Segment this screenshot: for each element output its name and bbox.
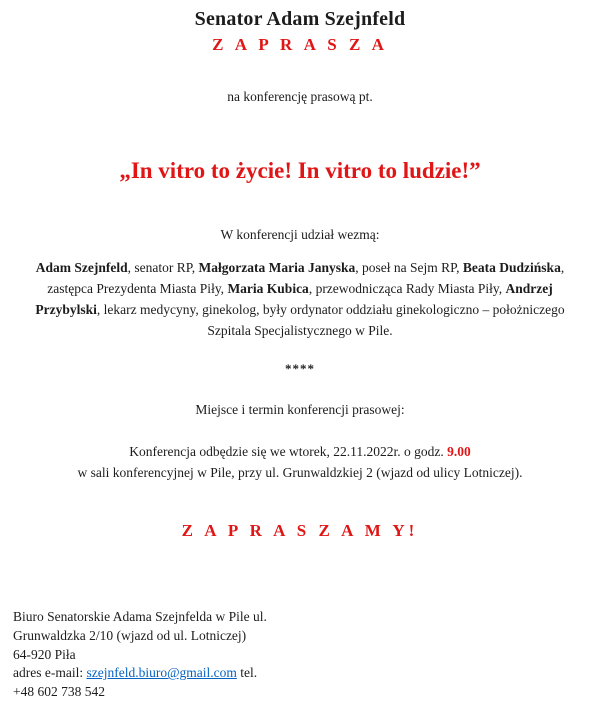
conference-headline: „In vitro to życie! In vitro to ludzie!” (119, 158, 481, 183)
conference-place-line: w sali konferencyjnej w Pile, przy ul. Grunwaldzkiej 2 (wjazd od ulicy Lotniczej). (77, 465, 523, 480)
footer-office-line2: Grunwaldzka 2/10 (wjazd od ul. Lotniczej) (13, 627, 247, 643)
office-footer (13, 608, 267, 702)
footer-office-line1: Biuro Senatorskie Adama Szejnfelda w Pile ul. (13, 609, 267, 624)
email-suffix: tel. (236, 665, 258, 681)
details-heading: Miejsce i termin konferencji prasowej: (195, 402, 405, 417)
footer-email-line (13, 664, 267, 683)
footer-postal-code: 64-920 Piła (13, 646, 76, 662)
invites-line: Z A P R A S Z A (212, 35, 388, 54)
participants-intro: W konferencji udział wezmą: (220, 227, 380, 242)
sender-name: Senator Adam Szejnfeld (194, 8, 406, 30)
participants-paragraph: Adam Szejnfeld, senator RP, Małgorzata Maria Janyska, poseł na Sejm RP, Beata Dudzińska, zastępca Prezydenta Miasta Piły, Maria Kubica, przewodnicząca Rady Miasta Piły, Andrzej Przybylski, lekarz medycyny, ginekolog, były ordynator oddziału ginekologiczno – położniczego Szpitala Specjalistycznego w Pile. (35, 260, 565, 338)
asterisk-separator: **** (285, 361, 315, 376)
closing-line: Z A P R A S Z A M Y! (181, 521, 419, 540)
conference-date-line: Konferencja odbędzie się we wtorek, 22.11.2022r. o godz. 9.00 (129, 444, 471, 459)
email-label: adres e-mail: (13, 665, 87, 681)
footer-phone: +48 602 738 542 (13, 684, 105, 700)
email-link[interactable]: szejnfeld.biuro@gmail.com (86, 665, 237, 681)
conference-details (0, 441, 600, 483)
subtitle: na konferencję prasową pt. (227, 89, 373, 104)
